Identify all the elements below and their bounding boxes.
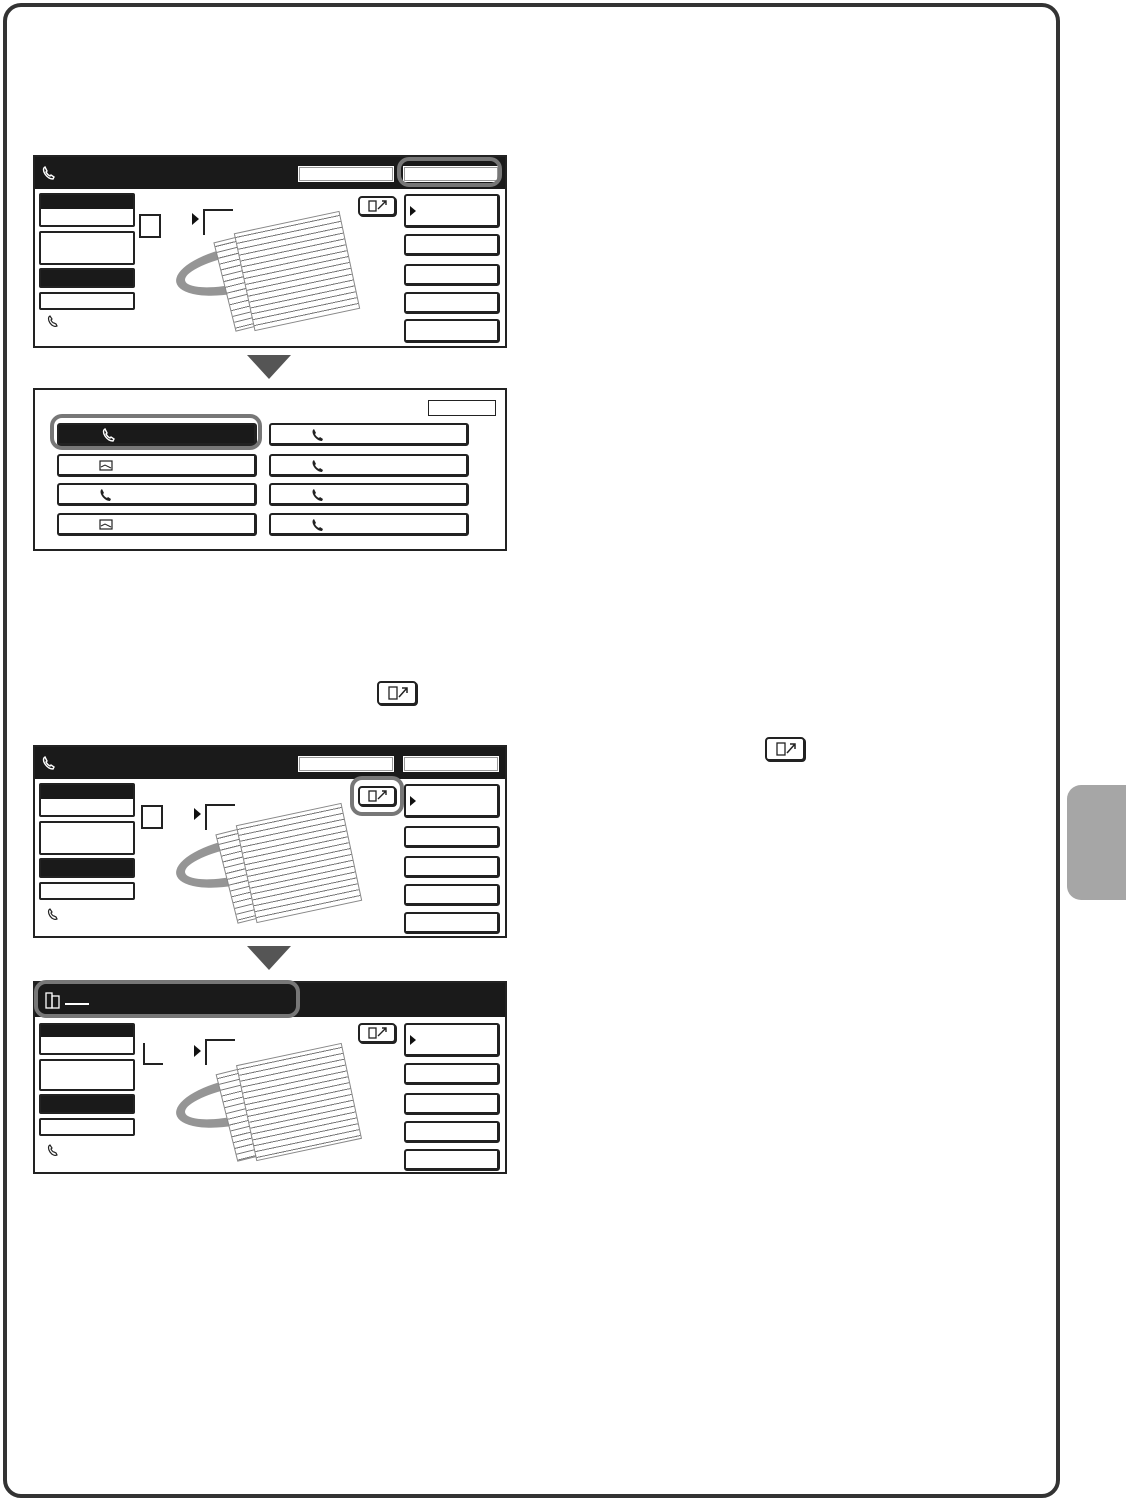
address-book-button[interactable] bbox=[298, 756, 394, 772]
resolution-button[interactable] bbox=[39, 783, 135, 817]
phone-icon bbox=[41, 165, 57, 181]
original-size-button[interactable] bbox=[39, 292, 135, 310]
document-graphic-2 bbox=[234, 211, 360, 331]
original-size-label bbox=[39, 858, 135, 878]
step-down-arrow-1 bbox=[247, 355, 291, 379]
address-book-button[interactable] bbox=[298, 166, 394, 182]
highlight-fax-mode bbox=[50, 414, 262, 450]
menu-button-3[interactable] bbox=[404, 264, 500, 286]
exposure-button[interactable] bbox=[39, 821, 135, 855]
document-graphic-2 bbox=[236, 803, 362, 923]
menu-button-3[interactable] bbox=[404, 1093, 500, 1115]
highlight-mode-switch bbox=[397, 157, 502, 187]
send-mode-select-screen bbox=[33, 388, 507, 551]
mode-button-r4c2[interactable] bbox=[269, 513, 469, 536]
highlight-program-key bbox=[350, 776, 404, 816]
speaker-phone-icon bbox=[47, 314, 63, 328]
program-register-icon[interactable] bbox=[358, 1023, 396, 1043]
highlight-program-title bbox=[34, 980, 300, 1018]
output-sheet-icon bbox=[205, 804, 235, 830]
program-register-inline-icon-2 bbox=[765, 737, 805, 761]
speaker-phone-icon bbox=[47, 907, 63, 921]
mode-button-r1c2[interactable] bbox=[269, 423, 469, 446]
menu-button-2[interactable] bbox=[404, 234, 500, 256]
mode-button-r2c2[interactable] bbox=[269, 454, 469, 477]
step-down-arrow-2 bbox=[247, 946, 291, 970]
resolution-button[interactable] bbox=[39, 1023, 135, 1055]
mode-switch-button[interactable] bbox=[403, 756, 499, 772]
speaker-phone-icon bbox=[47, 1143, 63, 1157]
original-sheet-icon bbox=[141, 805, 163, 829]
menu-button-3[interactable] bbox=[404, 856, 500, 878]
original-size-label bbox=[39, 268, 135, 288]
phone-icon bbox=[41, 755, 57, 771]
mode-button-r3c1[interactable] bbox=[57, 483, 257, 506]
direction-arrow-icon bbox=[194, 808, 201, 820]
menu-button-4[interactable] bbox=[404, 1121, 500, 1143]
original-size-button[interactable] bbox=[39, 1118, 135, 1136]
original-size-label bbox=[39, 1094, 135, 1114]
special-modes-button[interactable] bbox=[404, 194, 500, 228]
menu-button-2[interactable] bbox=[404, 826, 500, 848]
exposure-button[interactable] bbox=[39, 1059, 135, 1091]
menu-button-5[interactable] bbox=[404, 319, 500, 343]
program-register-inline-icon bbox=[377, 681, 417, 705]
exposure-button[interactable] bbox=[39, 231, 135, 265]
mode-email-button[interactable] bbox=[57, 454, 257, 477]
chapter-side-tab bbox=[1067, 785, 1126, 900]
mode-email-button-2[interactable] bbox=[57, 513, 257, 536]
original-sheet-icon bbox=[143, 1043, 163, 1065]
direction-arrow-icon bbox=[194, 1045, 201, 1057]
menu-button-5[interactable] bbox=[404, 912, 500, 934]
menu-button-5[interactable] bbox=[404, 1149, 500, 1171]
special-modes-button[interactable] bbox=[404, 784, 500, 818]
menu-button-4[interactable] bbox=[404, 292, 500, 314]
original-size-button[interactable] bbox=[39, 882, 135, 900]
special-modes-button[interactable] bbox=[404, 1023, 500, 1057]
menu-button-4[interactable] bbox=[404, 884, 500, 906]
original-sheet-icon bbox=[139, 214, 161, 238]
menu-button-2[interactable] bbox=[404, 1063, 500, 1085]
cancel-button[interactable] bbox=[428, 400, 496, 416]
direction-arrow-icon bbox=[192, 213, 199, 225]
output-sheet-icon bbox=[205, 1039, 235, 1065]
resolution-button[interactable] bbox=[39, 193, 135, 227]
program-register-icon[interactable] bbox=[358, 196, 396, 216]
fax-main-screen-2 bbox=[33, 745, 507, 938]
mode-button-r3c2[interactable] bbox=[269, 483, 469, 506]
document-graphic-2 bbox=[236, 1043, 362, 1161]
output-sheet-icon bbox=[203, 209, 233, 235]
